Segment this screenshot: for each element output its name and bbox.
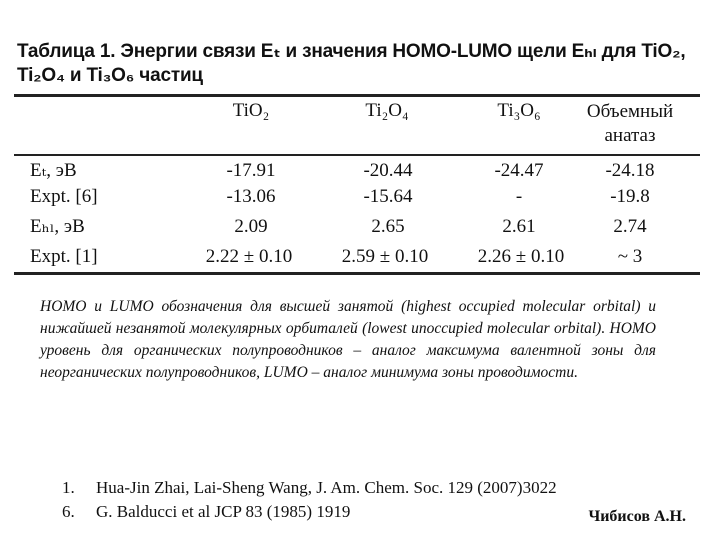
table-bottom-rule (14, 272, 700, 275)
reference-text: G. Balducci et al JCP 83 (1985) 1919 (96, 502, 351, 521)
table-cell: -24.18 (605, 160, 655, 181)
table-cell: 2.22 ± 0.10 (205, 246, 293, 267)
row-label: Eₕₗ, эВ (30, 216, 85, 237)
column-header: Ti₂O₄ (365, 100, 409, 121)
table-title: Таблица 1. Энергии связи Eₜ и значения HOMO-LUMO щели Eₕₗ для TiO₂, Ti₂O₄ и Ti₃O₆ частиц (17, 41, 686, 86)
table-cell: 2.61 (502, 216, 536, 237)
table-cell: ~ 3 (617, 246, 643, 267)
table-cell: 2.26 ± 0.10 (477, 246, 565, 267)
table-cell: -20.44 (363, 160, 413, 181)
reference-number: 6. (62, 502, 75, 521)
column-header: Объемный анатаз (586, 101, 674, 146)
table-cell: 2.09 (234, 216, 268, 237)
table-cell: -13.06 (226, 186, 276, 207)
row-label: Expt. [6] (30, 186, 98, 207)
row-label: Eₜ, эВ (30, 160, 77, 181)
table-cell: -19.8 (610, 186, 650, 207)
row-label: Expt. [1] (30, 246, 98, 267)
reference-text: Hua-Jin Zhai, Lai-Sheng Wang, J. Am. Chem. Soc. 129 (2007)3022 (96, 478, 557, 497)
reference-item (62, 500, 557, 524)
footnote-text: HOMO и LUMO обозначения для высшей занятой (highest occupied molecular orbital) и нижайшей незанятой молекулярных орбиталей (lowest unoccupied molecular orbital). HOMO уровень для органических полупроводников – аналог максимума валентной зоны для неорганических полупроводников, LUMO – аналог минимума зоны проводимости. (40, 298, 656, 381)
reference-number: 1. (62, 478, 75, 497)
table-cell: -17.91 (226, 160, 276, 181)
reference-list (62, 476, 557, 524)
column-header: Ti₃O₆ (497, 100, 541, 121)
table-cell: -15.64 (363, 186, 413, 207)
column-header: TiO₂ (232, 100, 270, 121)
table-cell: - (515, 186, 523, 207)
reference-item (62, 476, 557, 500)
table-cell: 2.74 (613, 216, 647, 237)
table-top-rule (14, 94, 700, 97)
table-cell: 2.65 (371, 216, 405, 237)
table-header-rule (14, 154, 700, 156)
author-name: Чибисов А.Н. (588, 508, 686, 525)
table-cell: 2.59 ± 0.10 (341, 246, 429, 267)
table-cell: -24.47 (494, 160, 544, 181)
